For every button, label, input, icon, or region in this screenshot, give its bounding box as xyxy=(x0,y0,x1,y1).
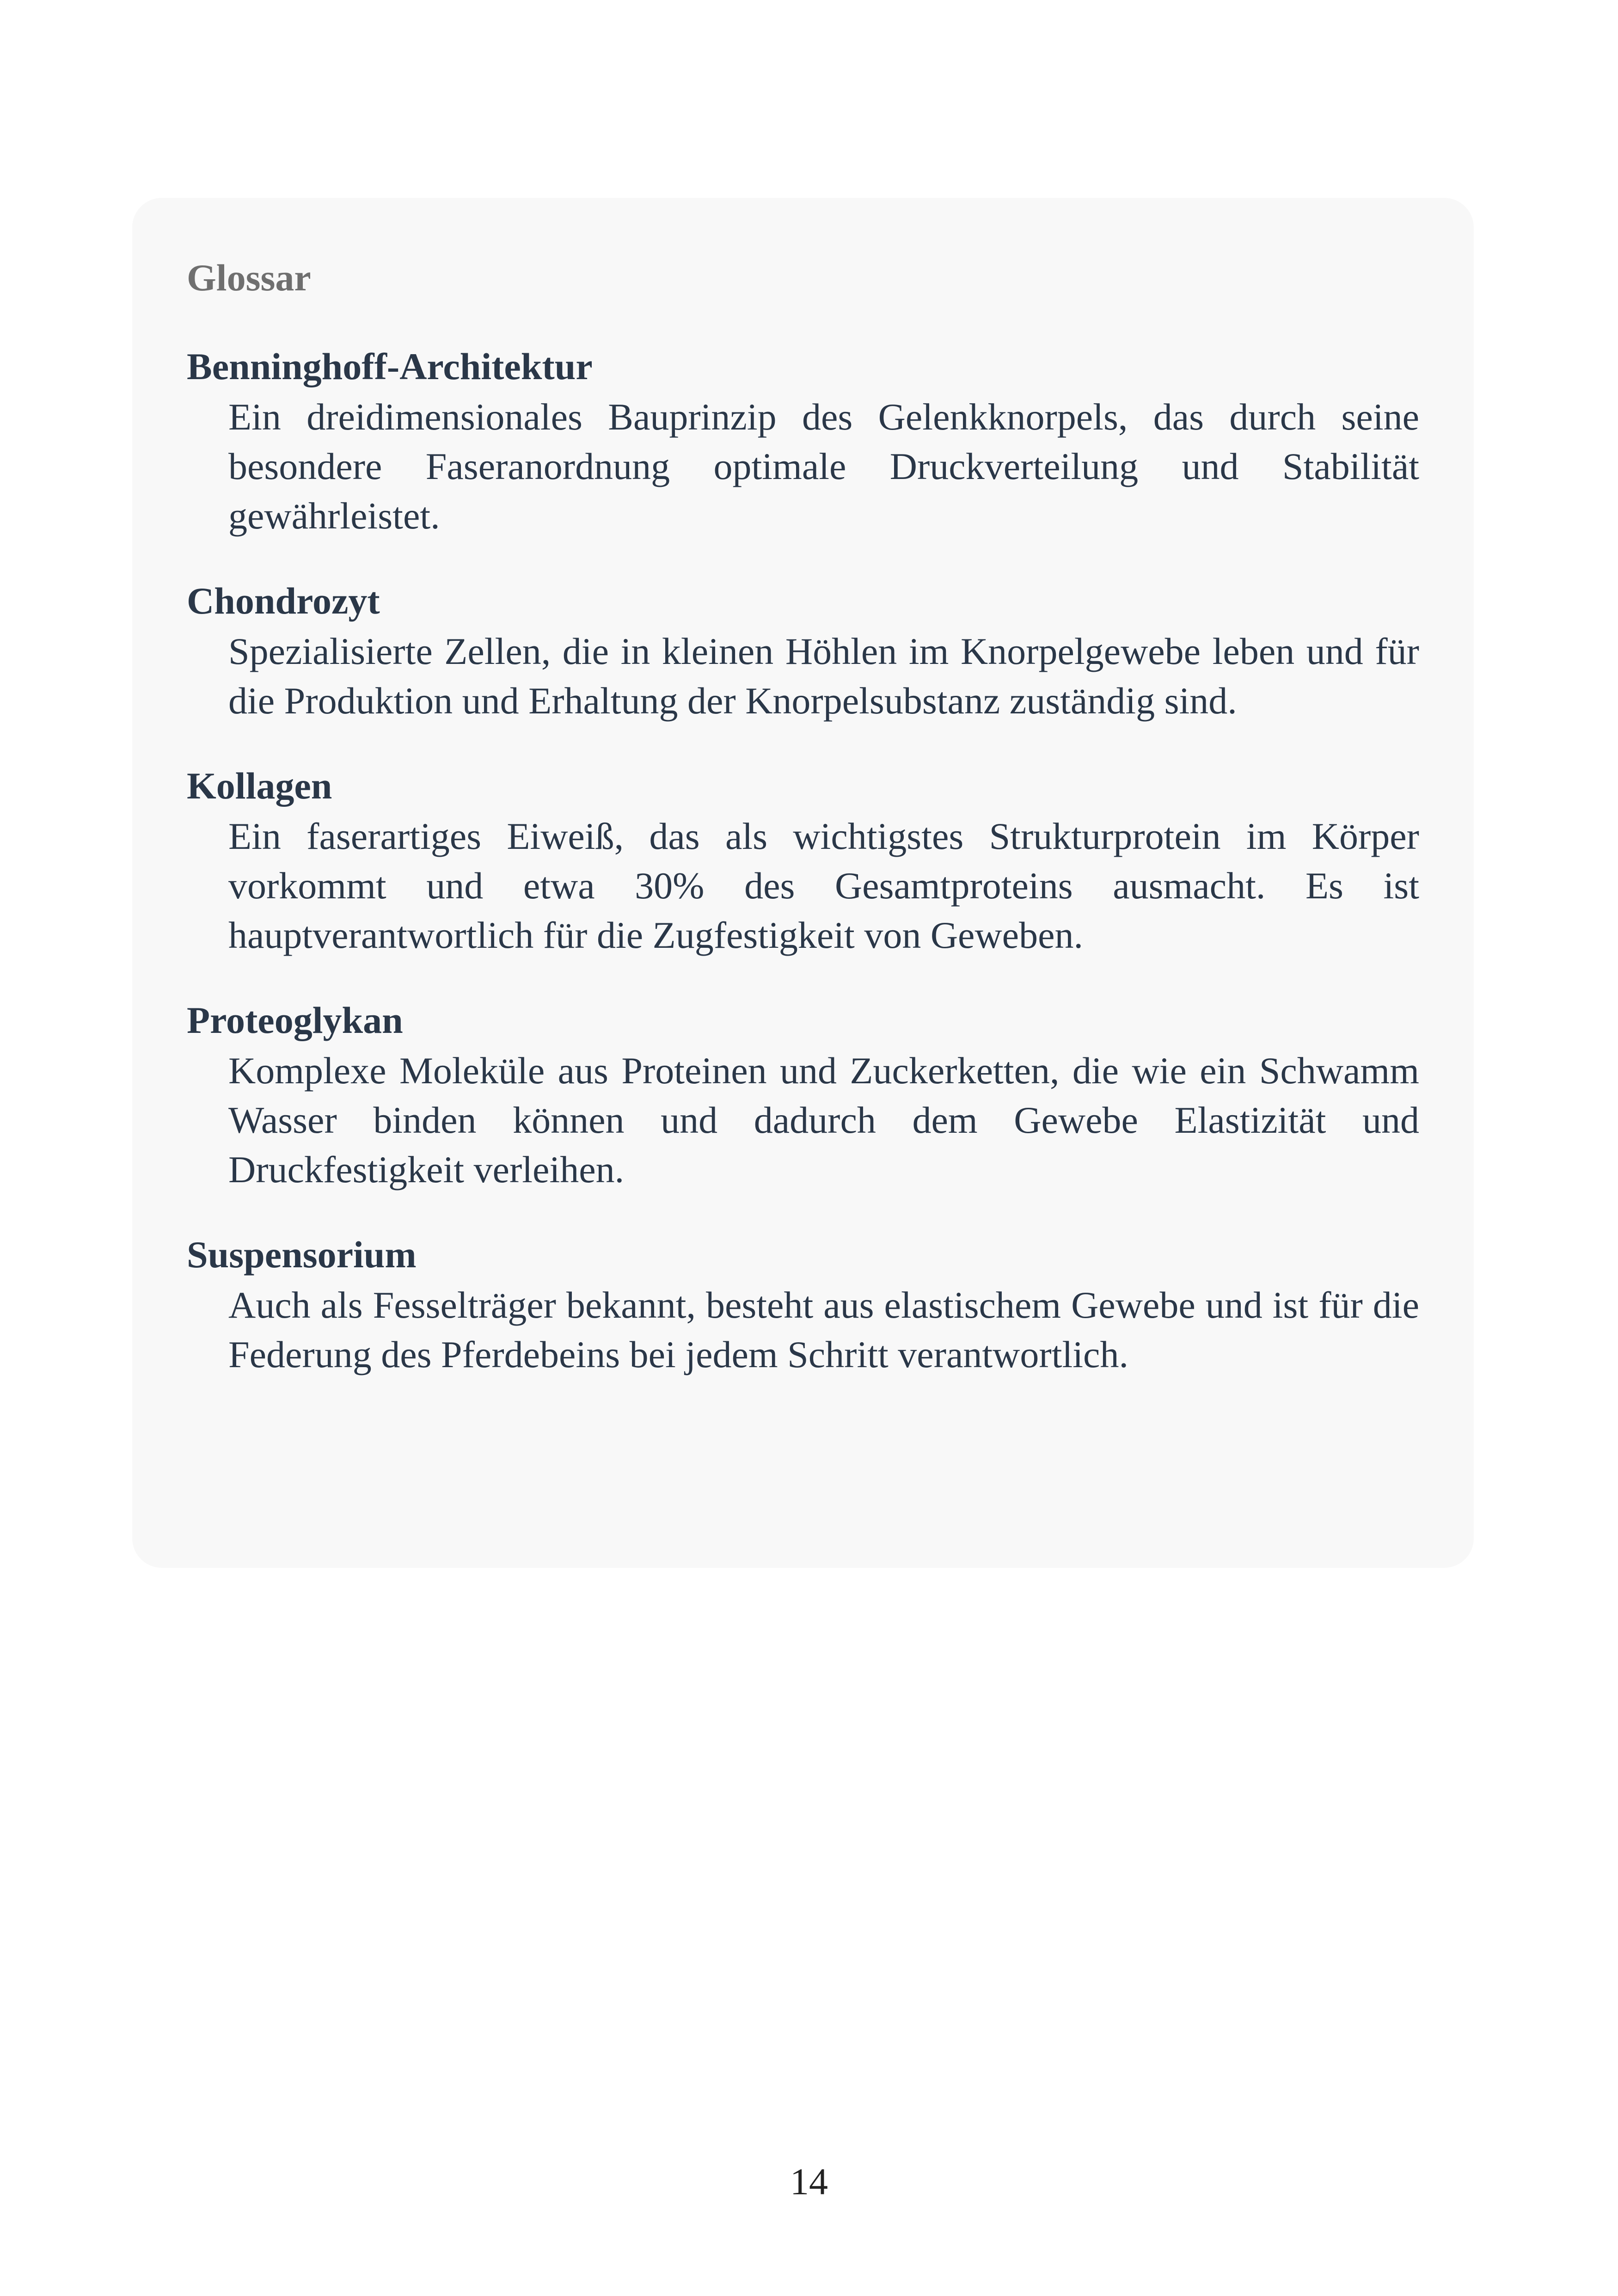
glossary-definition: Spezialisierte Zellen, die in kleinen Höhlen im Knorpelgewebe leben und für die Produktion und Erhaltung der Knorpelsubstanz zuständig sind. xyxy=(228,630,1419,722)
glossary-title: Glossar xyxy=(187,257,311,299)
glossary-term: Proteoglykan xyxy=(187,999,403,1041)
glossary-entry xyxy=(187,576,1419,725)
glossary-term: Benninghoff-Architektur xyxy=(187,345,593,387)
glossary-definition: Komplexe Moleküle aus Proteinen und Zuckerketten, die wie ein Schwamm Wasser binden können und dadurch dem Gewebe Elastizität und Druckfestigkeit verleihen. xyxy=(228,1050,1419,1191)
glossary-term: Suspensorium xyxy=(187,1234,417,1276)
glossary-entry xyxy=(187,1229,1419,1379)
glossary-entry xyxy=(187,341,1419,540)
glossary-entry xyxy=(187,995,1419,1194)
page-number: 14 xyxy=(790,2161,828,2203)
glossary-definition: Ein dreidimensionales Bauprinzip des Gelenkknorpels, das durch seine besondere Faseranordnung optimale Druckverteilung und Stabilität gewährleistet. xyxy=(228,396,1419,537)
glossary-term: Kollagen xyxy=(187,765,332,807)
glossary-definition: Ein faserartiges Eiweiß, das als wichtigstes Strukturprotein im Körper vorkommt und etwa 30% des Gesamtproteins ausmacht. Es ist hauptverantwortlich für die Zugfestigkeit von Geweben. xyxy=(228,815,1419,956)
glossary-definition: Auch als Fesselträger bekannt, besteht aus elastischem Gewebe und ist für die Federung des Pferdebeins bei jedem Schritt verantwortlich. xyxy=(228,1284,1419,1375)
glossary-box xyxy=(132,198,1474,1568)
glossary-term: Chondrozyt xyxy=(187,580,380,622)
glossary-entry xyxy=(187,761,1419,960)
